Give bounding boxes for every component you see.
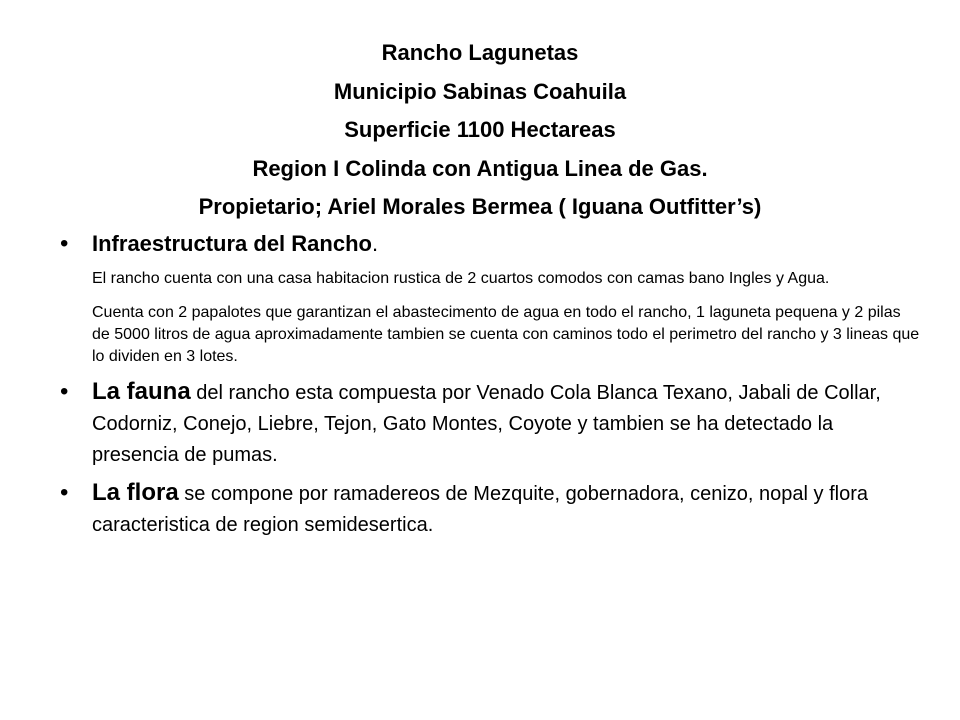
fauna-text: del rancho esta compuesta por Venado Cola Blanca Texano, Jabali de Collar, Codorniz, Conejo, Liebre, Tejon, Gato Montes, Coyote y tambien se ha detectado la presencia de pumas. (92, 382, 881, 466)
infrastructure-heading: Infraestructura del Rancho (92, 231, 372, 256)
bullet-icon: • (60, 378, 69, 405)
fauna-heading: La fauna (92, 378, 191, 405)
flora-heading: La flora (92, 479, 179, 506)
bullet-icon: • (60, 479, 69, 506)
owner-info: Propietario; Ariel Morales Bermea ( Iguana Outfitter’s) (198, 194, 762, 219)
region-info: Region I Colinda con Antigua Linea de Gas. (252, 155, 708, 181)
list-item-infrastructure (60, 228, 920, 260)
list-item-flora (60, 477, 920, 541)
flora-text: se compone por ramadereos de Mezquite, gobernadora, cenizo, nopal y flora caracteristica de region semidesertica. (92, 483, 868, 536)
bullet-icon: • (60, 230, 69, 257)
title-block (40, 34, 920, 227)
infrastructure-heading-period: . (371, 231, 379, 256)
ranch-name: Rancho Lagunetas (381, 40, 579, 65)
list-item-fauna (60, 376, 920, 471)
bullet-list (60, 228, 920, 541)
municipality: Municipio Sabinas Coahuila (333, 78, 627, 104)
infrastructure-paragraph-water: Cuenta con 2 papalotes que garantizan el abastecimento de agua en todo el rancho, 1 laguneta pequena y 2 pilas de 5000 litros de agua aproximadamente tambien se cuenta con caminos todo el perimetro del rancho y 3 lineas que lo dividen en 3 lotes. (92, 304, 920, 365)
infrastructure-paragraph-house: El rancho cuenta con una casa habitacion rustica de 2 cuartos comodos con camas bano Ingles y Agua. (92, 270, 830, 287)
surface-area: Superficie 1100 Hectareas (344, 117, 616, 142)
